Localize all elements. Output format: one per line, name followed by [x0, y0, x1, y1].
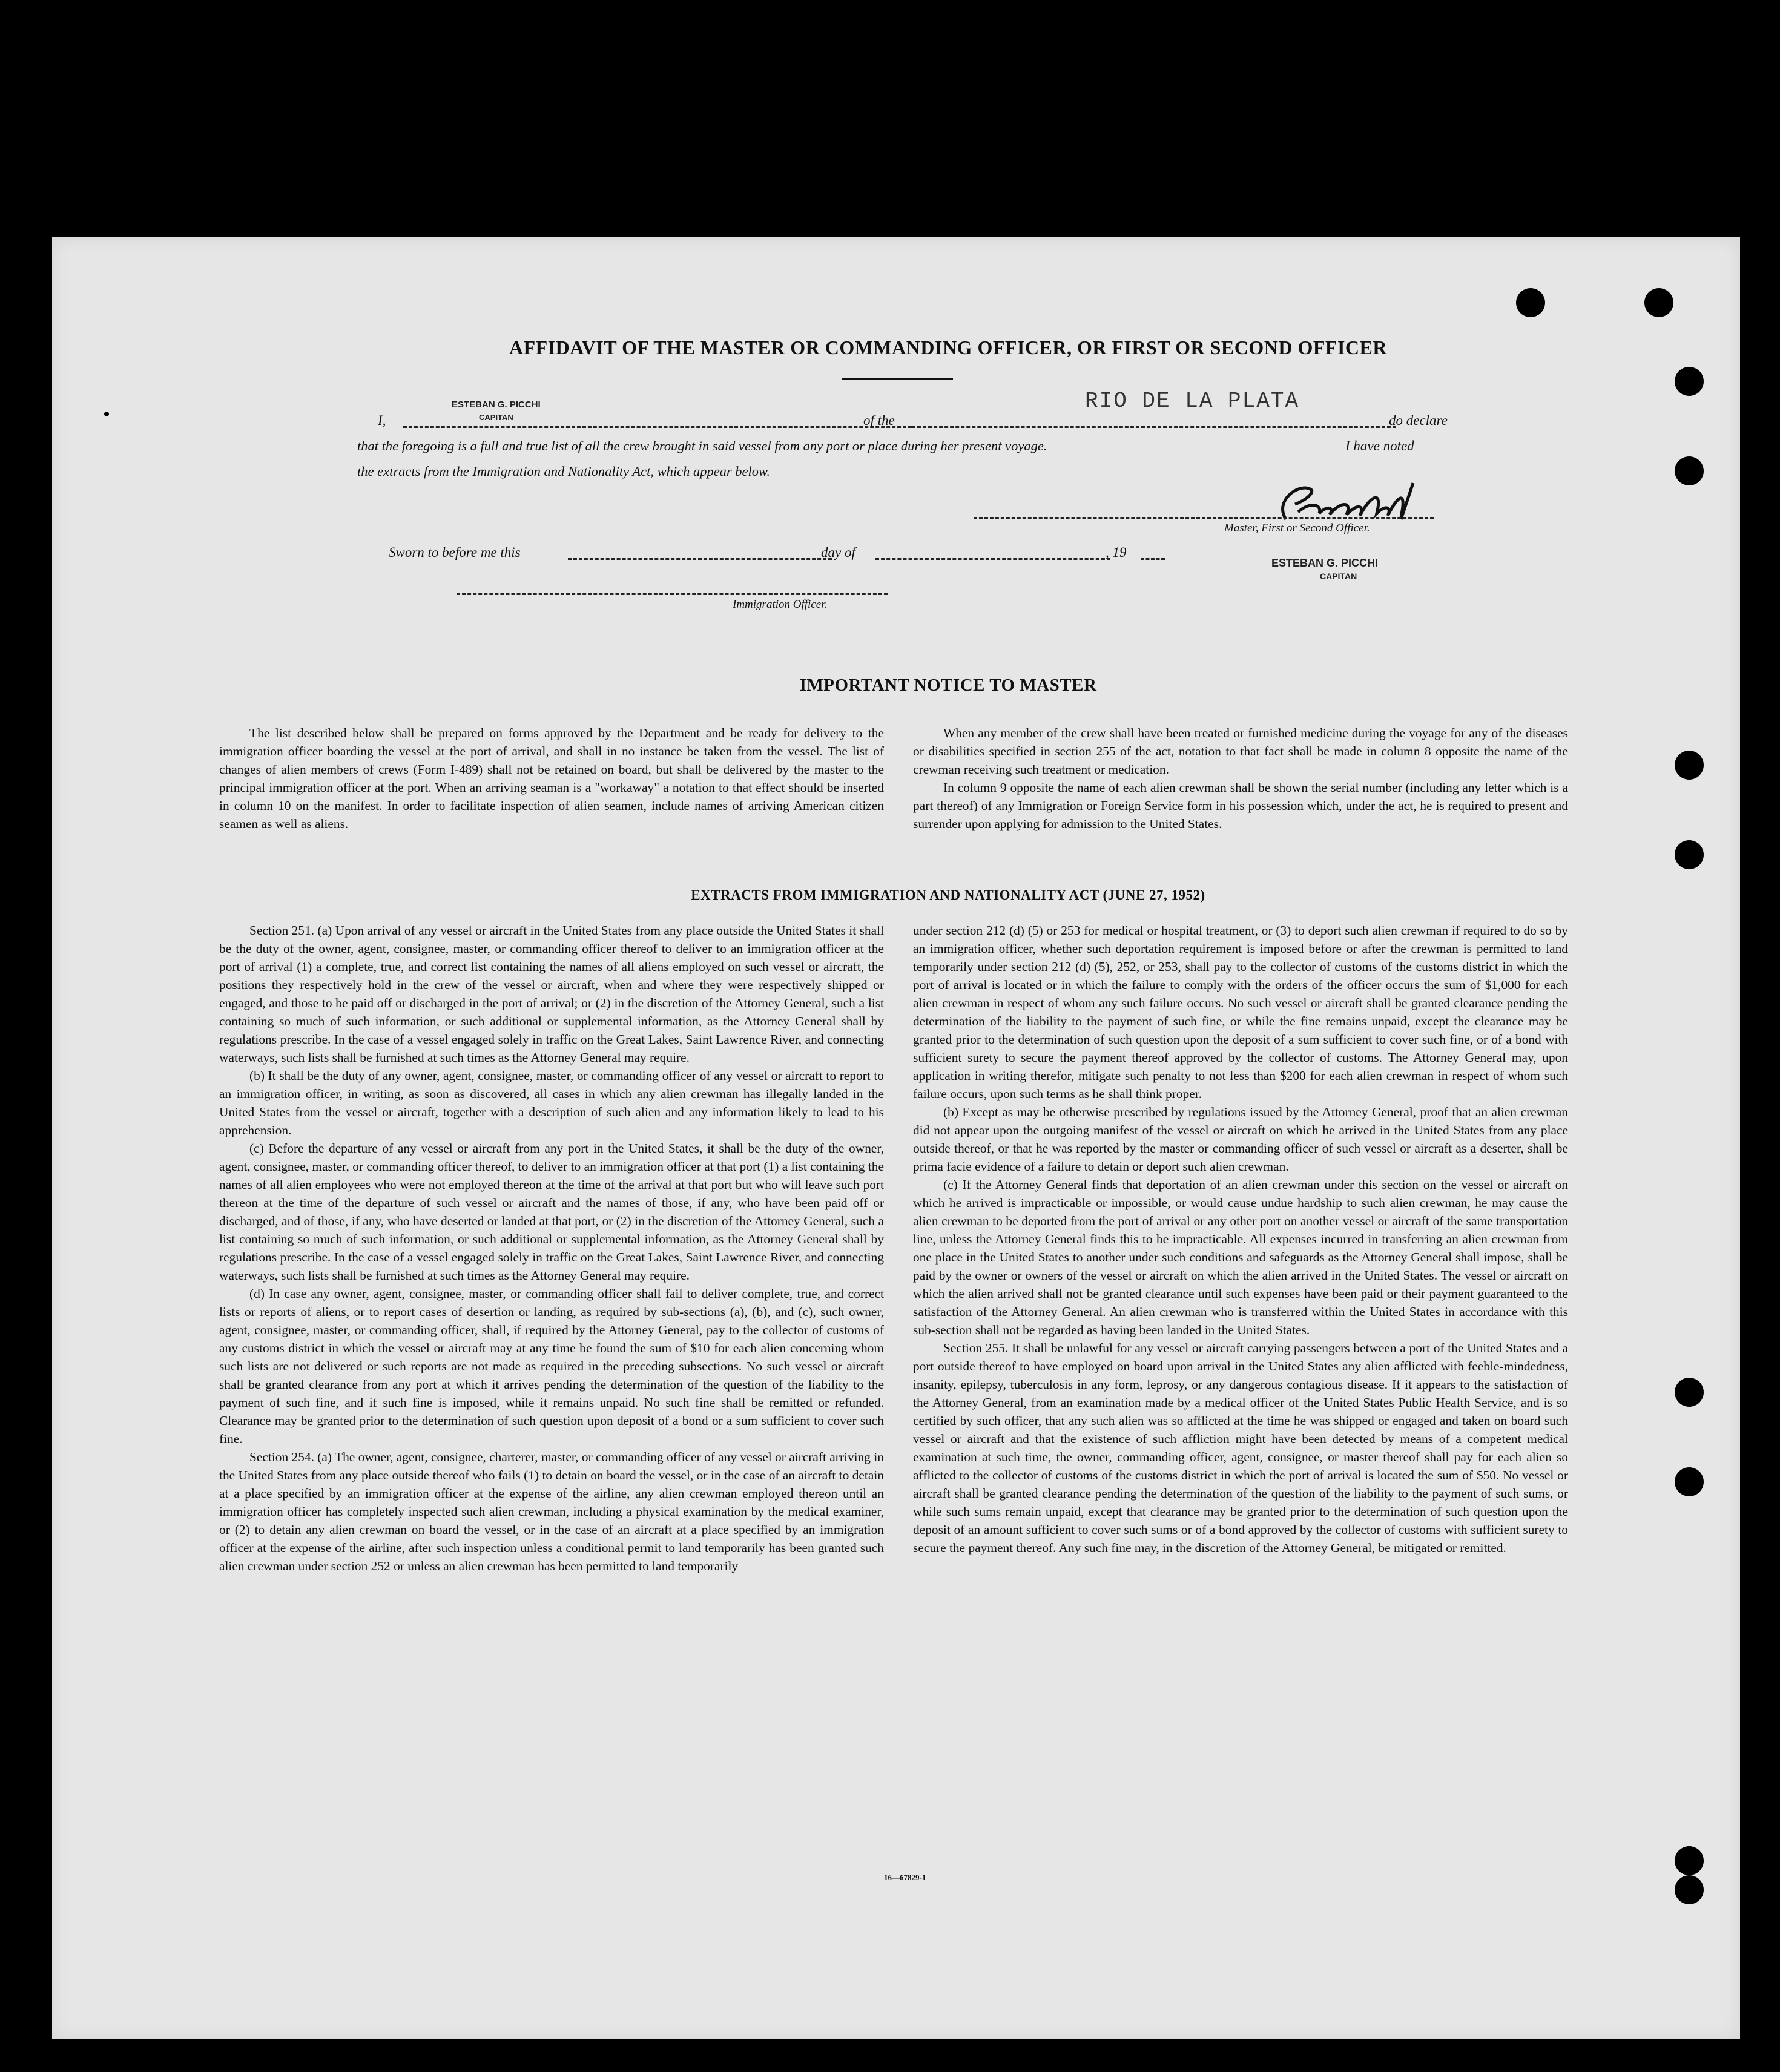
i-have-noted: I have noted — [1345, 438, 1414, 453]
binder-hole — [1675, 1875, 1704, 1904]
master-name-stamp: ESTEBAN G. PICCHI — [452, 400, 541, 410]
month-line — [875, 558, 1110, 560]
vessel-line — [912, 426, 1396, 428]
sworn-label: Sworn to before me this — [389, 545, 521, 560]
binder-hole — [1516, 288, 1545, 317]
year-label: , 19 — [1106, 545, 1127, 560]
day-of-label: day of — [821, 545, 855, 560]
section-251c: (c) Before the departure of any vessel or aircraft from any port in the United States, it shall be the duty of the owner, agent, consignee, master, or commanding officer thereof, to deliver to an immigration officer at that port (1) a list containing the names of all alien employees who were not employed thereon at the time of the arrival at that port but who will leave such port thereon at the time of the departure of such vessel or aircraft and the names of those, if any, who have been paid off or discharged, and of those, if any, who have deserted or landed at that port, or (2) in the discretion of the Attorney General, such a list containing so much of such information, or such additional or supplemental information, as the Attorney General shall by regulations prescribe. In the case of a vessel engaged solely in traffic on the Great Lakes, Saint Lawrence River, and connecting waterways, such lists shall be furnished at such times as the Attorney General may require. — [219, 1141, 884, 1283]
do-declare-label: do declare — [1389, 413, 1448, 428]
binder-hole — [1675, 1467, 1704, 1496]
vessel-name: RIO DE LA PLATA — [1085, 389, 1300, 413]
master-caption: Master, First or Second Officer. — [1224, 522, 1370, 534]
notice-right-text-2: In column 9 opposite the name of each alien crewman shall be shown the serial number (including any letter which is a part thereof) of any Immigration or Foreign Service form in his possession which, under the act, he is required to present and surrender upon applying for admission to the United States. — [913, 780, 1568, 831]
notice-right — [913, 724, 1568, 833]
year-line — [1141, 558, 1165, 560]
binder-hole — [1675, 367, 1704, 396]
binder-hole — [1675, 1846, 1704, 1875]
binder-hole — [1675, 751, 1704, 780]
section-251b: (b) It shall be the duty of any owner, agent, consignee, master, or commanding officer of any vessel or aircraft to report to an immigration officer, in writing, as soon as discovered, all cases in which any alien crewman has illegally landed in the United States from the vessel or aircraft, together with a description of such alien and any information likely to lead to his apprehension. — [219, 1068, 884, 1137]
notice-left — [219, 724, 884, 833]
extracts-title: EXTRACTS FROM IMMIGRATION AND NATIONALITY ACT (JUNE 27, 1952) — [691, 887, 1205, 903]
scan-speck — [104, 412, 109, 416]
master-rank-stamp: CAPITAN — [479, 413, 513, 422]
form-number: 16—67829-1 — [884, 1873, 926, 1882]
officer-caption: Immigration Officer. — [733, 598, 828, 611]
document-page — [52, 237, 1740, 2039]
binder-hole — [1675, 456, 1704, 485]
notice-title: IMPORTANT NOTICE TO MASTER — [799, 676, 1097, 695]
section-254a-cont: under section 212 (d) (5) or 253 for medical or hospital treatment, or (3) to deport such alien crewman if required to do so by an immigration officer, whether such deportation requirement is imposed before or after the crewman is permitted to land temporarily under section 212 (d) (5), 252, or 253, shall pay to the collector of customs of the customs district in which the port of arrival is located or in which the failure to comply with the orders of the officer occurs the sum of $1,000 for each alien crewman in respect of whom any such failure occurs. No such vessel or aircraft shall be granted clearance pending the determination of the liability to the payment of such fine, or while the fine remains unpaid, except the clearance may be granted prior to the determination of such question upon the deposit of a sum sufficient to cover such fine, or of a bond with sufficient surety to secure the payment thereof approved by the collector of customs. The Attorney General may, upon application in writing therefor, mitigate such penalty to not less than $200 for each alien crewman in respect of whom such failure occurs, upon such terms as he shall think proper. — [913, 923, 1568, 1101]
section-254a: Section 254. (a) The owner, agent, consignee, charterer, master, or commanding officer of any vessel or aircraft arriving in the United States from any place outside thereof who fails (1) to detain on board the vessel, or in the case of an aircraft to detain at a place specified by an immigration officer at the expense of the airline, any alien crewman employed thereon until an immigration officer has completely inspected such alien crewman, including a physical examination by the medical examiner, or (2) to detain any alien crewman on board the vessel, or in the case of an aircraft at a place specified by an immigration officer at the expense of the airline, after such inspection unless a conditional permit to land temporarily has been granted such alien crewman under section 252 or unless an alien crewman has been permitted to land temporarily — [219, 1450, 884, 1573]
binder-hole — [1675, 1378, 1704, 1407]
title-rule — [842, 378, 953, 380]
declaration-line2: that the foregoing is a full and true list of all the crew brought in said vessel from any port or place during her present voyage. — [357, 438, 1047, 453]
extracts-right — [913, 921, 1568, 1557]
sworn-date-line — [568, 558, 832, 560]
i-label: I, — [378, 413, 386, 428]
affidavit-title: AFFIDAVIT OF THE MASTER OR COMMANDING OFFICER, OR FIRST OR SECOND OFFICER — [509, 337, 1387, 358]
name-line — [403, 426, 912, 428]
section-251d: (d) In case any owner, agent, consignee, master, or commanding officer shall fail to deliver complete, true, and correct lists or reports of aliens, or to report cases of desertion or landing, as required by sub-sections (a), (b), and (c), such owner, agent, consignee, master, or commanding officer, shall, if required by the Attorney General, pay to the collector of customs of any customs district in which the vessel or aircraft may at any time be found the sum of $10 for each alien concerning whom such lists are not delivered or such reports are not made as required in the preceding subsections. No such vessel or aircraft shall be granted clearance from any port at which it arrives pending the determination of the question of the liability to the payment of such fine, and if such fine is imposed, while it remains unpaid. No such fine shall be remitted or refunded. Clearance may be granted prior to the determination of such question upon deposit of a bond or a sum sufficient to cover such fine. — [219, 1286, 884, 1446]
officer-line — [457, 593, 888, 595]
scan-speck — [1630, 19, 1635, 24]
extracts-left — [219, 921, 884, 1575]
section-254c: (c) If the Attorney General finds that deportation of an alien crewman under this section on the vessel or aircraft on which he arrived is impracticable or impossible, or would cause undue hardship to such alien crewman, he may cause the alien crewman to be deported from the port of arrival or any other port on another vessel or aircraft of the same transportation line, unless the Attorney General finds this to be impracticable. All expenses incurred in transferring an alien crewman from one place in the United States to another under such conditions and safeguards as the Attorney General shall impose, shall be paid by the owner or owners of the vessel or aircraft on which the alien arrived in the United States. The vessel or aircraft on which the alien arrived shall not be granted clearance until such expenses have been paid or their payment guaranteed to the satisfaction of the Attorney General. An alien crewman who is transferred within the United States in accordance with this sub-section shall not be regarded as having been landed in the United States. — [913, 1177, 1568, 1337]
stamp-name: ESTEBAN G. PICCHI — [1271, 557, 1379, 569]
binder-hole — [1644, 288, 1673, 317]
declaration-line3: the extracts from the Immigration and Nationality Act, which appear below. — [357, 464, 771, 479]
section-255: Section 255. It shall be unlawful for any vessel or aircraft carrying passengers between a port of the United States and a port outside thereof to have employed on board upon arrival in the United States any alien afflicted with feeble-mindedness, insanity, epilepsy, tuberculosis in any form, leprosy, or any dangerous contagious disease. If it appears to the satisfaction of the Attorney General, from an examination made by a medical officer of the United States Public Health Service, and is so certified by such officer, that any such alien was so afflicted at the time he was shipped or engaged and taken on board such vessel or aircraft and that the existence of such affliction might have been detected by means of a competent medical examination at such time, the owner, commanding officer, agent, consignee, or master thereof shall pay for each alien so afflicted to the collector of customs of the customs district in which the port of arrival is located the sum of $50. No vessel or aircraft shall be granted clearance pending the determination of the question of the liability to the payment of such sums, or while such sums remain unpaid, except that clearance may be granted prior to the determination of such question upon the deposit of an amount sufficient to cover such sums or of a bond approved by the collector of customs with sufficient surety to secure the payment thereof. Any such fine may, in the discretion of the Attorney General, be mitigated or remitted. — [913, 1341, 1568, 1555]
section-254b: (b) Except as may be otherwise prescribed by regulations issued by the Attorney General, proof that an alien crewman did not appear upon the outgoing manifest of the vessel or aircraft on which he arrived in the United States from any place outside thereof, or that he was reported by the master or commanding officer of such vessel or aircraft as a deserter, shall be prima facie evidence of a failure to detain or deport such alien crewman. — [913, 1105, 1568, 1174]
of-the-label: of the — [863, 413, 895, 428]
stamp-rank: CAPITAN — [1320, 571, 1357, 581]
notice-left-text: The list described below shall be prepared on forms approved by the Department and be ready for delivery to the immigration officer boarding the vessel at the port of arrival, and shall in no instance be taken from the vessel. The list of changes of alien members of crews (Form I-489) shall not be retained on board, but shall be delivered by the master to the principal immigration officer at the port. When an arriving seaman is a "workaway" a notation to that effect should be inserted in column 10 on the manifest. In order to facilitate inspection of alien seamen, include names of arriving American citizen seamen as well as aliens. — [219, 726, 884, 831]
binder-hole — [1675, 840, 1704, 869]
section-251a: Section 251. (a) Upon arrival of any vessel or aircraft in the United States from any place outside the United States it shall be the duty of the owner, agent, consignee, master, or commanding officer thereof to deliver to an immigration officer at the port of arrival (1) a complete, true, and correct list containing the names of all aliens employed on such vessel or aircraft, the positions they respectively hold in the crew of the vessel or aircraft, when and where they were respectively shipped or engaged, and those to be paid off or discharged in the port of arrival; or (2) in the discretion of the Attorney General, such a list containing so much of such information, or such additional or supplemental information, as the Attorney General shall by regulations prescribe. In the case of a vessel engaged solely in traffic on the Great Lakes, Saint Lawrence River, and connecting waterways, such lists shall be furnished at such times as the Attorney General may require. — [219, 923, 884, 1065]
signature-line — [974, 517, 1434, 519]
notice-right-text-1: When any member of the crew shall have been treated or furnished medicine during the voyage for any of the diseases or disabilities specified in section 255 of the act, notation to that fact shall be made in column 8 opposite the name of the crewman receiving such treatment or medication. — [913, 726, 1568, 777]
